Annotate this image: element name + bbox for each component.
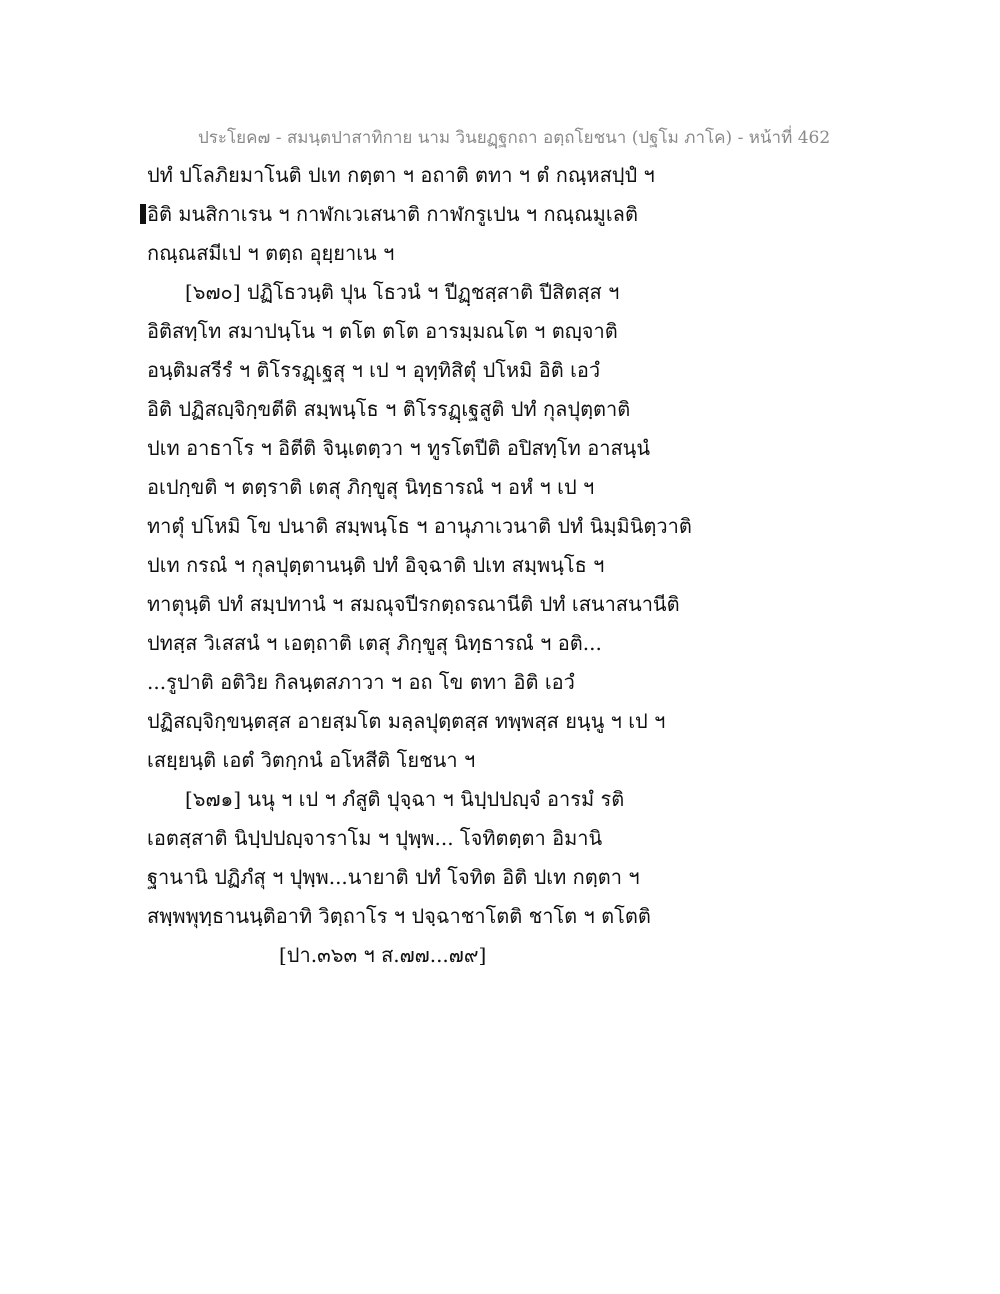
text-line: อิติ มนสิกาเรน ฯ กาฬกเวเสนาติ กาฬกรูเปน ฯ กณฺณมูเลติ [147,202,638,226]
text-line: เอตสฺสาติ นิปฺปปญฺจาราโม ฯ ปุพฺพ... โจทิตตฺตา อิมานิ [147,826,603,850]
text-line: ปเท กรณํ ฯ กุลปุตฺตานนฺติ ปทํ อิจฺฉาติ ปเท สมฺพนฺโธ ฯ [147,553,605,577]
text-line: ปทํ ปโลภิยมาโนติ ปเท กตฺตา ฯ อถาติ ตทา ฯ ตํ กณฺหสปฺปํ ฯ [147,163,655,187]
text-line: อิติสทฺโท สมาปนฺโน ฯ ตโต ตโต อารมฺมณโต ฯ ตญฺจาติ [147,319,618,343]
text-line: ทาตุํ ปโหมิ โข ปนาติ สมฺพนฺโธ ฯ อานุภาเวนาติ ปทํ นิมฺมินิตฺวาติ [147,514,692,538]
paragraph-671-first-line: [๖๗๑] นนุ ฯ เป ฯ ภํสูติ ปุจฺฉา ฯ นิปฺปปญฺจํ อารมํ รติ [185,787,625,811]
text-line: สพฺพพุทฺธานนฺติอาทิ วิตฺถาโร ฯ ปจฺฉาชาโตติ ชาโต ฯ ตโตติ [147,904,651,928]
text-line: ทาตุนฺติ ปทํ สมฺปทานํ ฯ สมณุจปีรกตฺถรณานีติ ปทํ เสนาสนานีติ [147,592,680,616]
text-line: ปทสฺส วิเสสนํ ฯ เอตฺถาติ เตสุ ภิกฺขูสุ นิทฺธารณํ ฯ อติ... [147,631,602,655]
page-reference: [ปา.๓๖๓ ฯ ส.๗๗...๗๙] [279,943,487,967]
text-line: ปเท อาธาโร ฯ อิตีติ จินฺเตตฺวา ฯ ทูรโตปีติ อปิสทฺโท อาสนฺนํ [147,436,651,460]
text-line: ฐานานิ ปฏิภํสุ ฯ ปุพฺพ...นายาติ ปทํ โจทิต อิติ ปเท กตฺตา ฯ [147,865,640,889]
running-header: ประโยค๗ - สมนฺตปาสาทิกาย นาม วินยฏฺฐกถา อตฺถโยชนา (ปฐโม ภาโค) - หน้าที่ 462 [198,128,831,148]
body-text [147,156,947,975]
margin-marker [140,204,146,224]
text-line: อนฺติมสรีรํ ฯ ติโรรฏฺเฐสุ ฯ เป ฯ อุทฺทิสิตุํ ปโหมิ อิติ เอวํ [147,358,601,382]
text-line: ปฏิสญฺจิกฺขนฺตสฺส อายสฺมโต มลฺลปุตฺตสฺส ทพฺพสฺส ยนฺนู ฯ เป ฯ [147,709,666,733]
text-line: กณฺณสมีเป ฯ ตตฺถ อุยฺยาเน ฯ [147,241,395,265]
text-line: เสยฺยนฺติ เอตํ วิตกฺกนํ อโหสีติ โยชนา ฯ [147,748,476,772]
paragraph-670-first-line: [๖๗๐] ปฏิโธวนฺติ ปุน โธวนํ ฯ ปีฏฺชสฺสาติ ปีสิตสฺส ฯ [185,280,620,304]
text-line: ...รูปาติ อติวิย กิลนฺตสภาวา ฯ อถ โข ตทา อิติ เอวํ [147,670,575,694]
text-line: อิติ ปฏิสญฺจิกฺขตีติ สมฺพนฺโธ ฯ ติโรรฏฺเฐสูติ ปทํ กุลปุตฺตาติ [147,397,631,421]
text-line: อเปกฺขติ ฯ ตตฺราติ เตสุ ภิกฺขูสุ นิทฺธารณํ ฯ อหํ ฯ เป ฯ [147,475,595,499]
